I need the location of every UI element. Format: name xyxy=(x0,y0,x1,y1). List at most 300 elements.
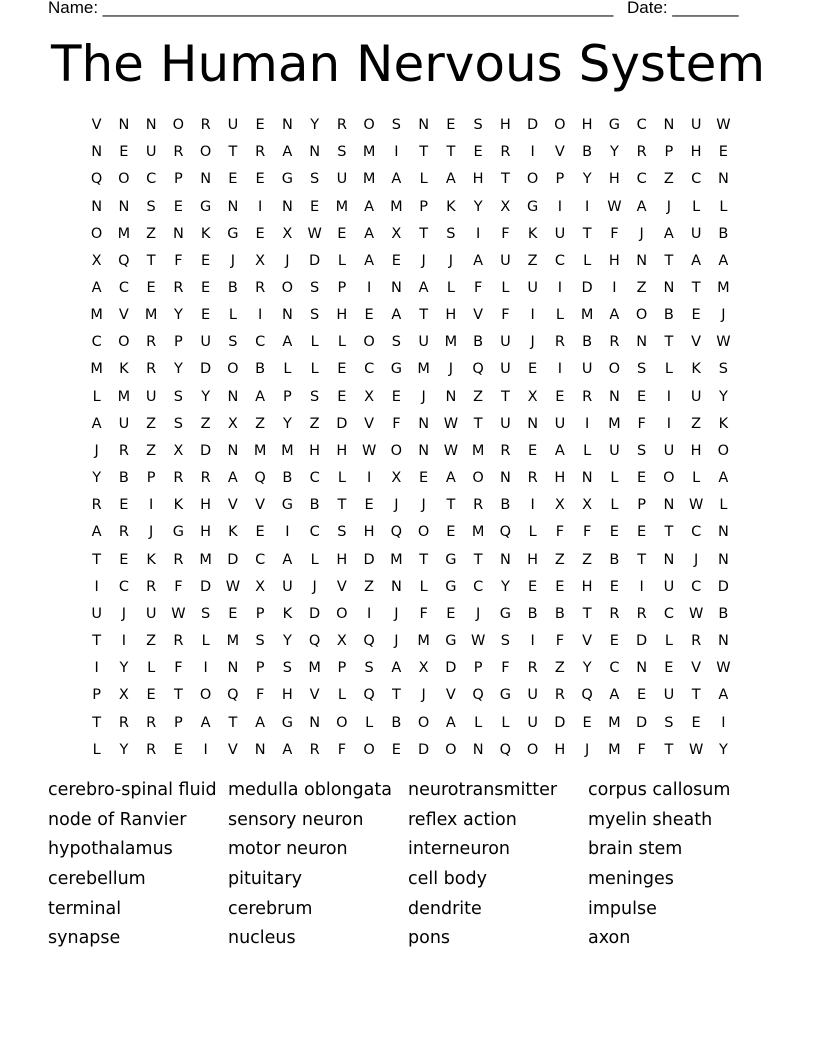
grid-letter[interactable]: Y xyxy=(119,660,129,677)
grid-letter[interactable]: R xyxy=(636,605,647,622)
grid-letter[interactable]: G xyxy=(608,117,620,134)
grid-letter[interactable]: I xyxy=(721,714,726,731)
grid-letter[interactable]: E xyxy=(637,687,647,704)
grid-letter[interactable]: V xyxy=(364,415,375,432)
grid-letter[interactable]: V xyxy=(554,144,565,161)
grid-letter[interactable]: E xyxy=(664,660,674,677)
grid-letter[interactable]: B xyxy=(527,605,538,622)
grid-letter[interactable]: E xyxy=(473,144,483,161)
grid-letter[interactable]: M xyxy=(717,280,730,297)
grid-letter[interactable]: M xyxy=(471,442,485,459)
grid-letter[interactable]: V xyxy=(118,307,129,324)
grid-letter[interactable]: I xyxy=(666,415,672,432)
grid-letter[interactable]: A xyxy=(445,470,456,487)
grid-letter[interactable]: Y xyxy=(500,578,510,595)
grid-letter[interactable]: L xyxy=(419,171,428,188)
grid-letter[interactable]: F xyxy=(255,687,265,704)
grid-letter[interactable]: R xyxy=(146,334,157,351)
grid-letter[interactable]: D xyxy=(445,660,457,677)
grid-letter[interactable]: J xyxy=(448,361,454,378)
grid-letter[interactable]: Z xyxy=(200,415,211,432)
grid-letter[interactable]: R xyxy=(473,497,484,514)
grid-letter[interactable]: P xyxy=(255,660,265,677)
grid-letter[interactable]: E xyxy=(201,280,211,297)
grid-letter[interactable]: L xyxy=(664,361,673,378)
grid-letter[interactable]: L xyxy=(92,741,101,758)
grid-letter[interactable]: Z xyxy=(364,578,375,595)
grid-letter[interactable]: J xyxy=(148,524,154,541)
grid-letter[interactable]: Z xyxy=(636,280,647,297)
grid-letter[interactable]: K xyxy=(718,415,729,432)
grid-letter[interactable]: M xyxy=(608,714,621,731)
grid-letter[interactable]: Z xyxy=(663,171,674,188)
grid-letter[interactable]: F xyxy=(337,741,347,758)
grid-letter[interactable]: E xyxy=(201,307,211,324)
grid-letter[interactable]: N xyxy=(91,198,103,215)
grid-letter[interactable]: L xyxy=(501,280,510,297)
grid-letter[interactable]: D xyxy=(336,415,348,432)
grid-letter[interactable]: F xyxy=(501,307,510,324)
grid-letter[interactable]: B xyxy=(118,470,129,487)
grid-letter[interactable]: D xyxy=(200,442,212,459)
grid-letter[interactable]: C xyxy=(118,280,129,297)
grid-letter[interactable]: L xyxy=(92,388,101,405)
grid-letter[interactable]: M xyxy=(417,361,430,378)
grid-letter[interactable]: N xyxy=(636,252,648,269)
grid-letter[interactable]: Y xyxy=(282,633,292,650)
grid-letter[interactable]: V xyxy=(336,578,347,595)
grid-letter[interactable]: B xyxy=(718,225,729,242)
grid-letter[interactable]: E xyxy=(555,388,565,405)
grid-letter[interactable]: U xyxy=(418,334,429,351)
grid-letter[interactable]: Q xyxy=(581,687,593,704)
grid-letter[interactable]: H xyxy=(581,117,593,134)
grid-letter[interactable]: V xyxy=(473,307,484,324)
grid-letter[interactable]: N xyxy=(499,470,511,487)
grid-letter[interactable]: O xyxy=(118,171,130,188)
grid-letter[interactable]: T xyxy=(419,551,429,568)
grid-letter[interactable]: N xyxy=(118,198,130,215)
grid-letter[interactable]: E xyxy=(609,633,619,650)
grid-letter[interactable]: N xyxy=(227,660,239,677)
grid-letter[interactable]: N xyxy=(445,388,457,405)
grid-letter[interactable]: T xyxy=(419,144,429,161)
grid-letter[interactable]: R xyxy=(118,442,129,459)
grid-letter[interactable]: R xyxy=(336,117,347,134)
grid-letter[interactable]: S xyxy=(310,280,320,297)
grid-letter[interactable]: S xyxy=(310,307,320,324)
grid-letter[interactable]: O xyxy=(281,280,294,297)
grid-letter[interactable]: L xyxy=(446,280,455,297)
grid-letter[interactable]: I xyxy=(530,497,535,514)
grid-letter[interactable]: R xyxy=(582,388,593,405)
grid-letter[interactable]: T xyxy=(419,225,429,242)
grid-letter[interactable]: G xyxy=(281,714,293,731)
grid-letter[interactable]: O xyxy=(336,714,348,731)
grid-letter[interactable]: V xyxy=(445,687,456,704)
grid-letter[interactable]: I xyxy=(94,578,99,595)
grid-letter[interactable]: W xyxy=(171,605,186,622)
grid-letter[interactable]: E xyxy=(609,578,619,595)
grid-letter[interactable]: Q xyxy=(499,524,512,541)
grid-letter[interactable]: U xyxy=(527,280,538,297)
grid-letter[interactable]: W xyxy=(443,415,459,432)
date-field[interactable]: Date: _______ xyxy=(627,0,739,17)
grid-letter[interactable]: I xyxy=(366,605,372,622)
grid-letter[interactable]: B xyxy=(582,334,593,351)
grid-letter[interactable]: O xyxy=(663,470,675,487)
grid-letter[interactable]: X xyxy=(582,497,593,514)
grid-letter[interactable]: X xyxy=(255,252,266,269)
grid-letter[interactable]: I xyxy=(121,633,127,650)
grid-letter[interactable]: A xyxy=(391,171,402,188)
grid-letter[interactable]: N xyxy=(663,551,675,568)
grid-letter[interactable]: P xyxy=(255,605,265,622)
grid-letter[interactable]: A xyxy=(227,470,238,487)
grid-letter[interactable]: E xyxy=(173,198,183,215)
grid-letter[interactable]: L xyxy=(474,714,483,731)
grid-letter[interactable]: L xyxy=(555,307,564,324)
grid-letter[interactable]: S xyxy=(364,660,374,677)
grid-letter[interactable]: W xyxy=(470,633,486,650)
grid-letter[interactable]: W xyxy=(688,497,704,514)
grid-letter[interactable]: Z xyxy=(309,415,320,432)
grid-letter[interactable]: E xyxy=(337,388,347,405)
grid-letter[interactable]: D xyxy=(717,578,729,595)
grid-letter[interactable]: J xyxy=(530,334,535,351)
grid-letter[interactable]: U xyxy=(282,578,293,595)
grid-letter[interactable]: U xyxy=(336,171,348,188)
grid-letter[interactable]: Z xyxy=(146,225,157,242)
grid-letter[interactable]: E xyxy=(255,171,265,188)
grid-letter[interactable]: O xyxy=(118,334,130,351)
grid-letter[interactable]: O xyxy=(390,442,403,459)
grid-letter[interactable]: L xyxy=(664,633,673,650)
grid-letter[interactable]: C xyxy=(255,551,266,568)
grid-letter[interactable]: E xyxy=(637,388,647,405)
grid-letter[interactable]: K xyxy=(200,225,211,242)
grid-letter[interactable]: R xyxy=(200,470,211,487)
grid-letter[interactable]: L xyxy=(337,470,346,487)
grid-letter[interactable]: R xyxy=(146,714,157,731)
grid-letter[interactable]: Z xyxy=(146,415,157,432)
grid-letter[interactable]: E xyxy=(637,524,647,541)
grid-letter[interactable]: S xyxy=(664,714,674,731)
grid-letter[interactable]: W xyxy=(716,117,731,134)
grid-letter[interactable]: H xyxy=(581,578,593,595)
grid-letter[interactable]: V xyxy=(255,497,266,514)
grid-letter[interactable]: R xyxy=(527,470,538,487)
grid-letter[interactable]: V xyxy=(91,117,102,134)
grid-letter[interactable]: U xyxy=(663,442,675,459)
grid-letter[interactable]: E xyxy=(446,524,456,541)
grid-letter[interactable]: G xyxy=(281,171,293,188)
grid-letter[interactable]: J xyxy=(584,741,590,758)
grid-letter[interactable]: E xyxy=(173,741,183,758)
grid-letter[interactable]: A xyxy=(445,171,456,188)
grid-letter[interactable]: W xyxy=(443,442,459,459)
grid-letter[interactable]: Z xyxy=(146,633,157,650)
grid-letter[interactable]: R xyxy=(636,144,647,161)
grid-letter[interactable]: K xyxy=(446,198,456,215)
grid-letter[interactable]: D xyxy=(527,117,539,134)
grid-letter[interactable]: U xyxy=(145,388,157,405)
grid-letter[interactable]: L xyxy=(310,334,319,351)
grid-letter[interactable]: B xyxy=(582,144,593,161)
grid-letter[interactable]: U xyxy=(527,714,538,731)
grid-letter[interactable]: O xyxy=(172,117,185,134)
grid-letter[interactable]: N xyxy=(663,497,675,514)
grid-letter[interactable]: T xyxy=(500,388,510,405)
grid-letter[interactable]: Y xyxy=(282,415,292,432)
grid-letter[interactable]: T xyxy=(337,497,347,514)
grid-letter[interactable]: D xyxy=(581,280,593,297)
grid-letter[interactable]: O xyxy=(199,687,212,704)
grid-letter[interactable]: P xyxy=(337,280,347,297)
grid-letter[interactable]: X xyxy=(173,442,184,459)
grid-letter[interactable]: Z xyxy=(554,660,565,677)
grid-letter[interactable]: Y xyxy=(310,117,320,134)
grid-letter[interactable]: J xyxy=(312,578,317,595)
grid-letter[interactable]: Z xyxy=(255,415,266,432)
grid-letter[interactable]: H xyxy=(527,551,539,568)
grid-letter[interactable]: S xyxy=(337,524,347,541)
grid-letter[interactable]: I xyxy=(94,660,99,677)
grid-letter[interactable]: Q xyxy=(472,687,484,704)
grid-letter[interactable]: C xyxy=(309,524,320,541)
grid-letter[interactable]: K xyxy=(173,497,184,514)
grid-letter[interactable]: S xyxy=(173,415,183,432)
grid-letter[interactable]: V xyxy=(227,741,238,758)
grid-letter[interactable]: G xyxy=(445,633,457,650)
grid-letter[interactable]: N xyxy=(227,388,239,405)
grid-letter[interactable]: M xyxy=(417,633,430,650)
grid-letter[interactable]: T xyxy=(228,714,238,731)
grid-letter[interactable]: D xyxy=(363,551,375,568)
grid-letter[interactable]: I xyxy=(584,415,590,432)
grid-letter[interactable]: I xyxy=(584,198,590,215)
grid-letter[interactable]: L xyxy=(201,633,210,650)
grid-letter[interactable]: M xyxy=(90,361,103,378)
grid-letter[interactable]: O xyxy=(227,361,239,378)
grid-letter[interactable]: O xyxy=(336,605,348,622)
grid-letter[interactable]: T xyxy=(691,687,701,704)
grid-letter[interactable]: S xyxy=(446,225,456,242)
grid-letter[interactable]: M xyxy=(608,415,621,432)
grid-letter[interactable]: V xyxy=(582,633,593,650)
grid-letter[interactable]: R xyxy=(691,633,702,650)
grid-letter[interactable]: Q xyxy=(363,633,375,650)
grid-letter[interactable]: P xyxy=(337,660,347,677)
grid-letter[interactable]: J xyxy=(448,252,454,269)
grid-letter[interactable]: O xyxy=(363,334,375,351)
grid-letter[interactable]: J xyxy=(94,442,99,459)
grid-letter[interactable]: T xyxy=(500,171,510,188)
grid-letter[interactable]: J xyxy=(394,605,399,622)
grid-letter[interactable]: B xyxy=(554,605,565,622)
grid-letter[interactable]: D xyxy=(309,252,321,269)
grid-letter[interactable]: N xyxy=(717,633,729,650)
grid-letter[interactable]: H xyxy=(554,741,566,758)
grid-letter[interactable]: E xyxy=(337,361,347,378)
grid-letter[interactable]: E xyxy=(255,524,265,541)
grid-letter[interactable]: S xyxy=(473,117,483,134)
grid-letter[interactable]: Y xyxy=(173,307,183,324)
grid-letter[interactable]: G xyxy=(445,551,457,568)
grid-letter[interactable]: F xyxy=(555,524,565,541)
grid-letter[interactable]: X xyxy=(336,633,347,650)
grid-letter[interactable]: W xyxy=(307,225,322,242)
grid-letter[interactable]: O xyxy=(417,714,430,731)
grid-letter[interactable]: N xyxy=(717,524,729,541)
grid-letter[interactable]: T xyxy=(173,687,183,704)
grid-letter[interactable]: E xyxy=(228,171,238,188)
grid-letter[interactable]: A xyxy=(391,660,402,677)
grid-letter[interactable]: U xyxy=(581,361,593,378)
grid-letter[interactable]: E xyxy=(310,198,320,215)
grid-letter[interactable]: E xyxy=(419,470,429,487)
grid-letter[interactable]: I xyxy=(557,280,563,297)
grid-letter[interactable]: F xyxy=(582,524,592,541)
grid-letter[interactable]: N xyxy=(527,415,539,432)
grid-letter[interactable]: E xyxy=(364,307,374,324)
grid-letter[interactable]: A xyxy=(663,225,674,242)
grid-letter[interactable]: J xyxy=(421,497,426,514)
grid-letter[interactable]: O xyxy=(363,117,375,134)
grid-letter[interactable]: S xyxy=(255,633,265,650)
grid-letter[interactable]: X xyxy=(255,578,266,595)
grid-letter[interactable]: Q xyxy=(90,171,103,188)
grid-letter[interactable]: N xyxy=(91,144,103,161)
grid-letter[interactable]: L xyxy=(610,470,619,487)
grid-letter[interactable]: B xyxy=(500,497,511,514)
grid-letter[interactable]: P xyxy=(664,144,674,161)
grid-letter[interactable]: Y xyxy=(718,741,728,758)
grid-letter[interactable]: T xyxy=(92,714,102,731)
grid-letter[interactable]: P xyxy=(419,198,428,215)
grid-letter[interactable]: L xyxy=(583,442,592,459)
grid-letter[interactable]: B xyxy=(391,714,402,731)
grid-letter[interactable]: N xyxy=(227,198,239,215)
grid-letter[interactable]: H xyxy=(608,252,620,269)
grid-letter[interactable]: F xyxy=(637,741,646,758)
grid-letter[interactable]: E xyxy=(337,225,347,242)
grid-letter[interactable]: E xyxy=(691,307,701,324)
grid-letter[interactable]: G xyxy=(281,497,293,514)
grid-letter[interactable]: R xyxy=(309,741,320,758)
grid-letter[interactable]: W xyxy=(716,334,731,351)
grid-letter[interactable]: C xyxy=(255,334,266,351)
grid-letter[interactable]: I xyxy=(557,361,563,378)
grid-letter[interactable]: A xyxy=(91,415,102,432)
grid-letter[interactable]: I xyxy=(203,741,208,758)
grid-letter[interactable]: M xyxy=(362,144,376,161)
grid-letter[interactable]: G xyxy=(200,198,212,215)
grid-letter[interactable]: N xyxy=(227,442,239,459)
grid-letter[interactable]: B xyxy=(255,361,266,378)
grid-letter[interactable]: O xyxy=(635,307,648,324)
grid-letter[interactable]: T xyxy=(582,225,592,242)
grid-letter[interactable]: U xyxy=(118,415,130,432)
grid-letter[interactable]: I xyxy=(530,144,535,161)
grid-letter[interactable]: R xyxy=(255,280,266,297)
grid-letter[interactable]: M xyxy=(144,307,158,324)
grid-letter[interactable]: A xyxy=(282,551,293,568)
grid-letter[interactable]: J xyxy=(475,605,481,622)
grid-letter[interactable]: S xyxy=(337,144,347,161)
grid-letter[interactable]: A xyxy=(609,687,620,704)
grid-letter[interactable]: U xyxy=(500,361,511,378)
grid-letter[interactable]: J xyxy=(285,252,290,269)
grid-letter[interactable]: J xyxy=(639,225,644,242)
grid-letter[interactable]: Q xyxy=(308,633,321,650)
grid-letter[interactable]: N xyxy=(418,117,430,134)
grid-letter[interactable]: J xyxy=(421,252,426,269)
grid-letter[interactable]: R xyxy=(609,605,620,622)
grid-letter[interactable]: R xyxy=(609,334,620,351)
grid-letter[interactable]: L xyxy=(283,361,292,378)
grid-letter[interactable]: E xyxy=(119,551,129,568)
grid-letter[interactable]: A xyxy=(718,687,729,704)
grid-letter[interactable]: T xyxy=(473,415,483,432)
grid-letter[interactable]: E xyxy=(146,687,156,704)
grid-letter[interactable]: F xyxy=(637,415,646,432)
grid-letter[interactable]: C xyxy=(473,578,484,595)
grid-letter[interactable]: F xyxy=(174,252,183,269)
grid-letter[interactable]: T xyxy=(691,280,701,297)
grid-letter[interactable]: D xyxy=(309,605,321,622)
grid-letter[interactable]: M xyxy=(580,307,594,324)
grid-letter[interactable]: I xyxy=(612,280,617,297)
grid-letter[interactable]: H xyxy=(690,144,702,161)
grid-letter[interactable]: T xyxy=(146,252,156,269)
grid-letter[interactable]: V xyxy=(227,497,238,514)
grid-letter[interactable]: L xyxy=(692,198,701,215)
grid-letter[interactable]: Q xyxy=(390,524,403,541)
grid-letter[interactable]: M xyxy=(226,633,240,650)
grid-letter[interactable]: D xyxy=(227,551,239,568)
grid-letter[interactable]: C xyxy=(609,660,620,677)
grid-letter[interactable]: J xyxy=(394,633,399,650)
grid-letter[interactable]: L xyxy=(337,252,346,269)
grid-letter[interactable]: F xyxy=(501,660,510,677)
grid-letter[interactable]: Z xyxy=(527,252,538,269)
grid-letter[interactable]: A xyxy=(691,252,702,269)
grid-letter[interactable]: L xyxy=(147,660,156,677)
grid-letter[interactable]: J xyxy=(693,551,699,568)
grid-letter[interactable]: I xyxy=(285,524,290,541)
grid-letter[interactable]: B xyxy=(718,605,729,622)
grid-letter[interactable]: O xyxy=(526,741,539,758)
grid-letter[interactable]: C xyxy=(309,470,320,487)
grid-letter[interactable]: N xyxy=(281,198,293,215)
grid-letter[interactable]: A xyxy=(554,442,565,459)
grid-letter[interactable]: Z xyxy=(691,415,702,432)
grid-letter[interactable]: Y xyxy=(92,470,102,487)
grid-letter[interactable]: M xyxy=(335,198,349,215)
grid-letter[interactable]: C xyxy=(91,334,102,351)
grid-letter[interactable]: L xyxy=(310,361,319,378)
grid-letter[interactable]: S xyxy=(282,660,292,677)
grid-letter[interactable]: E xyxy=(528,442,538,459)
grid-letter[interactable]: I xyxy=(530,307,535,324)
grid-letter[interactable]: M xyxy=(362,171,376,188)
grid-letter[interactable]: X xyxy=(91,252,102,269)
grid-letter[interactable]: Y xyxy=(201,388,211,405)
grid-letter[interactable]: U xyxy=(690,388,702,405)
grid-letter[interactable]: M xyxy=(444,334,458,351)
grid-letter[interactable]: E xyxy=(364,497,374,514)
